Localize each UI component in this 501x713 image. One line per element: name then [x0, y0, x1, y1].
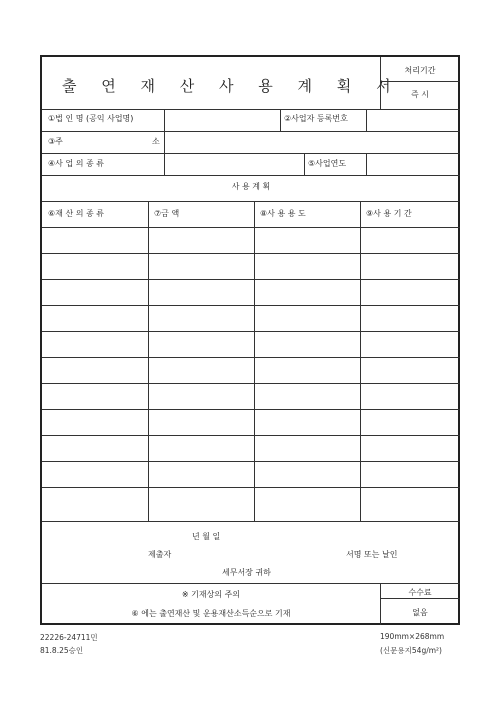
date-line: 년 월 일 — [192, 532, 221, 541]
business-year-field[interactable] — [367, 154, 460, 175]
processing-period-label: 처리기간 — [404, 66, 436, 75]
table-cell[interactable] — [361, 228, 460, 253]
col-header-usage-period: ⑨사 용 기 간 — [366, 209, 412, 218]
table-cell[interactable] — [42, 228, 148, 253]
divider — [304, 153, 305, 175]
divider — [42, 279, 460, 280]
divider — [380, 598, 460, 599]
divider — [42, 487, 460, 488]
submitter-field[interactable] — [182, 545, 342, 559]
divider — [42, 409, 460, 410]
divider — [42, 305, 460, 306]
divider — [42, 461, 460, 462]
plan-header: 사 용 계 획 — [231, 182, 271, 191]
divider — [280, 109, 281, 131]
divider — [42, 435, 460, 436]
divider — [42, 253, 460, 254]
table-cell[interactable] — [255, 228, 360, 253]
notes-text: ⑥ 에는 출연재산 및 운용재산소득순으로 기재 — [131, 609, 291, 618]
form-title: 출 연 재 산 사 용 계 획 서 — [62, 77, 401, 95]
approval-date: 81.8.25승인 — [40, 646, 84, 655]
divider — [42, 201, 460, 202]
divider — [42, 521, 460, 522]
divider — [380, 81, 460, 82]
sign-label: 서명 또는 날인 — [346, 550, 398, 559]
business-year-label: ⑤사업연도 — [308, 159, 347, 168]
divider — [42, 383, 460, 384]
submitter-label: 제출자 — [148, 550, 172, 559]
table-cell[interactable] — [149, 228, 254, 253]
paper-size: 190mm×268mm — [380, 632, 445, 641]
notes-header: ※ 기재상의 주의 — [181, 590, 241, 599]
address-field[interactable] — [165, 132, 460, 153]
divider — [42, 175, 460, 176]
divider — [42, 583, 460, 584]
divider — [42, 357, 460, 358]
form-code: 22226-24711민 — [40, 633, 98, 642]
business-type-field[interactable] — [165, 154, 303, 175]
address-label: ③주 — [48, 137, 63, 146]
biz-reg-no-field[interactable] — [367, 110, 460, 131]
fee-value: 없음 — [412, 608, 428, 617]
biz-reg-no-label: ②사업자 등록번호 — [284, 114, 348, 123]
corp-name-label: ①법 인 명 (공익 사업명) — [48, 114, 134, 123]
contribution-usage-plan-form — [40, 55, 460, 625]
fee-label: 수수료 — [408, 588, 432, 597]
corp-name-field[interactable] — [165, 110, 279, 131]
col-header-asset-type: ⑥재 산 의 종 류 — [48, 209, 104, 218]
addressee: 세무서장 귀하 — [222, 568, 271, 577]
col-header-amount: ⑦금 액 — [154, 209, 180, 218]
address-label-tail: 소 — [152, 137, 160, 146]
col-header-usage-purpose: ⑧사 용 용 도 — [260, 209, 306, 218]
processing-period-value: 즉 시 — [411, 90, 429, 99]
divider — [42, 331, 460, 332]
paper-type: (신문용지54g/m²) — [380, 646, 442, 655]
business-type-label: ④사 업 의 종 류 — [48, 159, 104, 168]
